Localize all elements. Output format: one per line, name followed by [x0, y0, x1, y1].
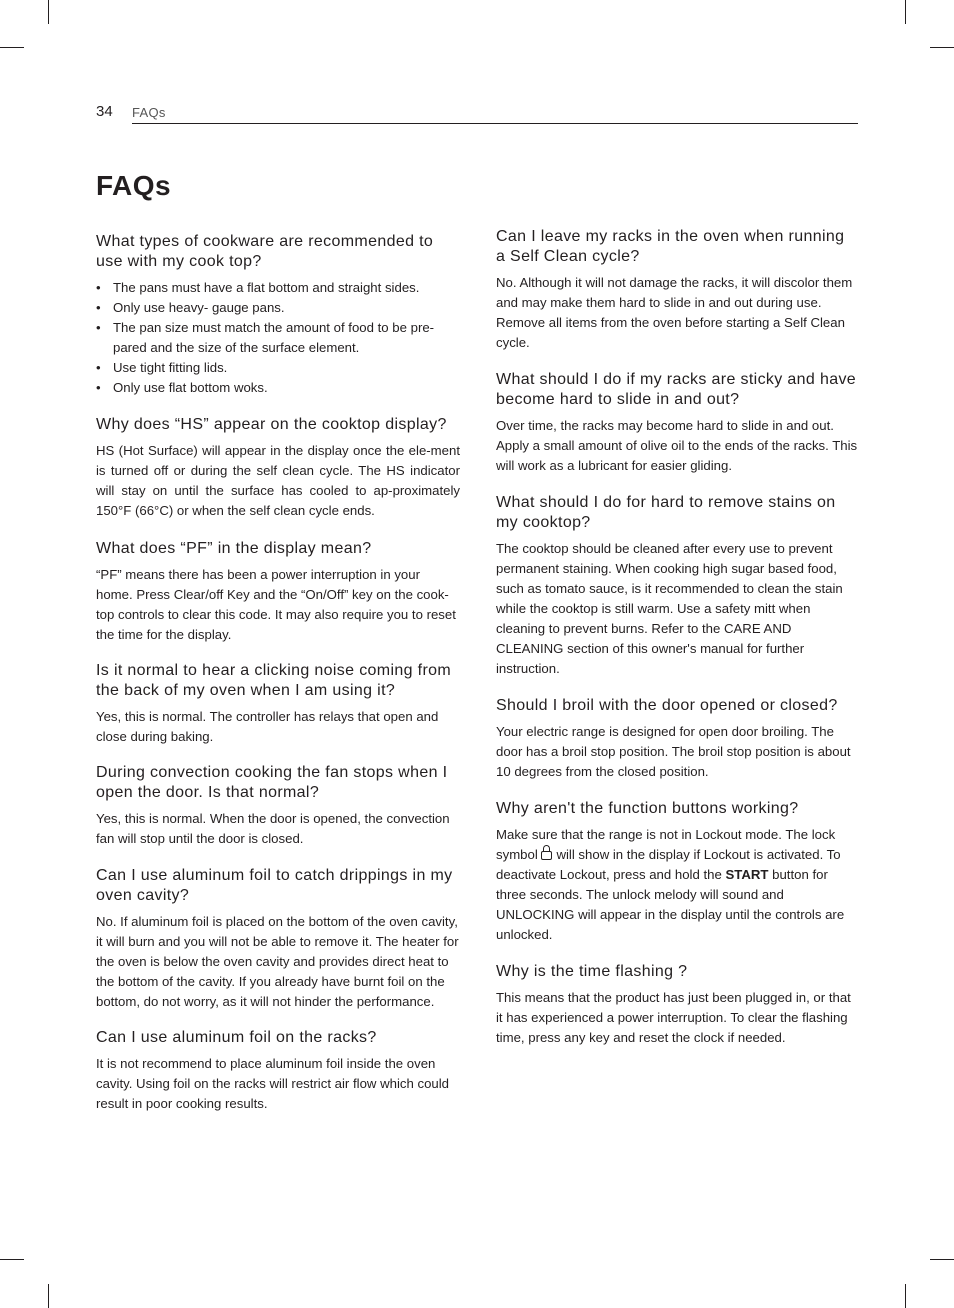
crop-mark [930, 1259, 954, 1260]
faq-answer: Yes, this is normal. The controller has relays that open and close during baking. [96, 709, 439, 744]
start-key-label: START [725, 867, 769, 882]
bullet-icon: • [96, 280, 101, 295]
crop-mark [48, 0, 49, 24]
page-title: FAQs [96, 170, 172, 201]
faq-answer: Make sure that the range is not in Lockout mode. The lock symbol will show in the display if Lockout is activated. To deactivate Lockout, press and hold the START button for three seconds. The unlock melody will sound and UNLOCKING will appear in the display until the controls are unlocked. [496, 827, 845, 942]
faq-question: Can I use aluminum foil on the racks? [96, 1029, 377, 1046]
bullet-icon: • [96, 380, 101, 395]
faq-item [96, 415, 460, 521]
list-item: • Use tight fitting lids. [96, 358, 460, 378]
list-item: • Only use heavy- gauge pans. [96, 298, 460, 318]
page-header [96, 103, 858, 125]
faq-question: During convection cooking the fan stops when I open the door. Is that normal? [96, 764, 448, 801]
faq-answer: HS (Hot Surface) will appear in the display once the ele-ment is turned off or during the self clean cycle. The HS indicator will stay on until the surface has cooled to ap-proximately 150°F (66°C) or when the self clean cycle ends. [96, 443, 460, 518]
faq-item [96, 539, 460, 645]
faq-item [496, 493, 858, 679]
faq-question: Why is the time flashing ? [496, 963, 688, 980]
faq-question: What should I do if my racks are sticky and have become hard to slide in and out? [496, 371, 857, 408]
faq-answer: No. Although it will not damage the racks, it will discolor them and may make them hard to slide in and out during use. Remove all items from the oven before starting a Self Clean cycle. [496, 275, 853, 350]
faq-question: Can I use aluminum foil to catch drippings in my oven cavity? [96, 867, 453, 904]
bullet-icon: • [96, 300, 101, 315]
bullet-icon: • [96, 320, 101, 335]
faq-item [496, 227, 858, 353]
faq-item [496, 962, 858, 1048]
faq-question: Why does “HS” appear on the cooktop display? [96, 416, 447, 433]
faq-answer: Over time, the racks may become hard to slide in and out. Apply a small amount of olive oil to the ends of the racks. This will work as a lubricant for easier gliding. [496, 418, 858, 473]
section-name: FAQs [132, 105, 166, 120]
crop-mark [930, 47, 954, 48]
crop-mark [905, 1284, 906, 1308]
header-rule [132, 123, 858, 124]
faq-answer: “PF” means there has been a power interruption in your home. Press Clear/off Key and the “On/Off” key on the cook-top controls to clear this code. It may also require you to reset the time for the display. [96, 567, 456, 642]
faq-question: What does “PF” in the display mean? [96, 540, 372, 557]
crop-mark [905, 0, 906, 24]
left-column [96, 232, 460, 1114]
faq-item [96, 763, 460, 849]
faq-item [96, 661, 460, 747]
faq-item [496, 370, 858, 476]
crop-mark [0, 1259, 24, 1260]
faq-answer: It is not recommend to place aluminum foil inside the oven cavity. Using foil on the racks will restrict air flow which could result in poor cooking results. [96, 1056, 450, 1111]
faq-item [96, 232, 460, 398]
right-column [496, 227, 858, 1048]
faq-answer: This means that the product has just been plugged in, or that it has experienced a power interruption. To clear the flashing time, press any key and reset the clock if needed. [496, 990, 851, 1045]
crop-mark [0, 47, 24, 48]
bullet-icon: • [96, 360, 101, 375]
faq-question: Why aren't the function buttons working? [496, 800, 799, 817]
lock-icon [541, 851, 552, 860]
faq-item [496, 696, 858, 782]
faq-item [96, 866, 460, 1012]
list-item: • The pan size must match the amount of food to be pre-pared and the size of the surface element. [96, 320, 435, 355]
list-item: • Only use flat bottom woks. [96, 378, 460, 398]
faq-question: What types of cookware are recommended to use with my cook top? [96, 233, 434, 270]
faq-item [496, 799, 858, 945]
faq-question: What should I do for hard to remove stains on my cooktop? [496, 494, 836, 531]
faq-item [96, 1028, 460, 1114]
faq-answer: Yes, this is normal. When the door is opened, the convection fan will stop until the door is closed. [96, 811, 450, 846]
list-item: • The pans must have a flat bottom and straight sides. [96, 278, 460, 298]
crop-mark [48, 1284, 49, 1308]
faq-question: Is it normal to hear a clicking noise coming from the back of my oven when I am using it? [96, 662, 452, 699]
faq-answer: The cooktop should be cleaned after every use to prevent permanent staining. When cooking high sugar based food, such as tomato sauce, is it recommended to clean the stain while the cooktop is still warm. Use a safety mitt when cleaning to prevent burns. Refer to the CARE AND CLEANING section of this owner's manual for further instruction. [496, 541, 843, 676]
bullet-list [96, 278, 460, 398]
faq-question: Can I leave my racks in the oven when running a Self Clean cycle? [496, 228, 845, 265]
faq-question: Should I broil with the door opened or closed? [496, 697, 838, 714]
faq-answer: No. If aluminum foil is placed on the bottom of the oven cavity, it will burn and you will not be able to remove it. The heater for the oven is below the oven cavity and provides direct heat to the bottom of the cavity. If you already have burnt foil on the bottom, do not worry, as it will not hinder the performance. [96, 914, 459, 1009]
page-number: 34 [96, 103, 113, 120]
faq-answer: Your electric range is designed for open door broiling. The door has a broil stop position. The broil stop position is about 10 degrees from the closed position. [496, 724, 851, 779]
